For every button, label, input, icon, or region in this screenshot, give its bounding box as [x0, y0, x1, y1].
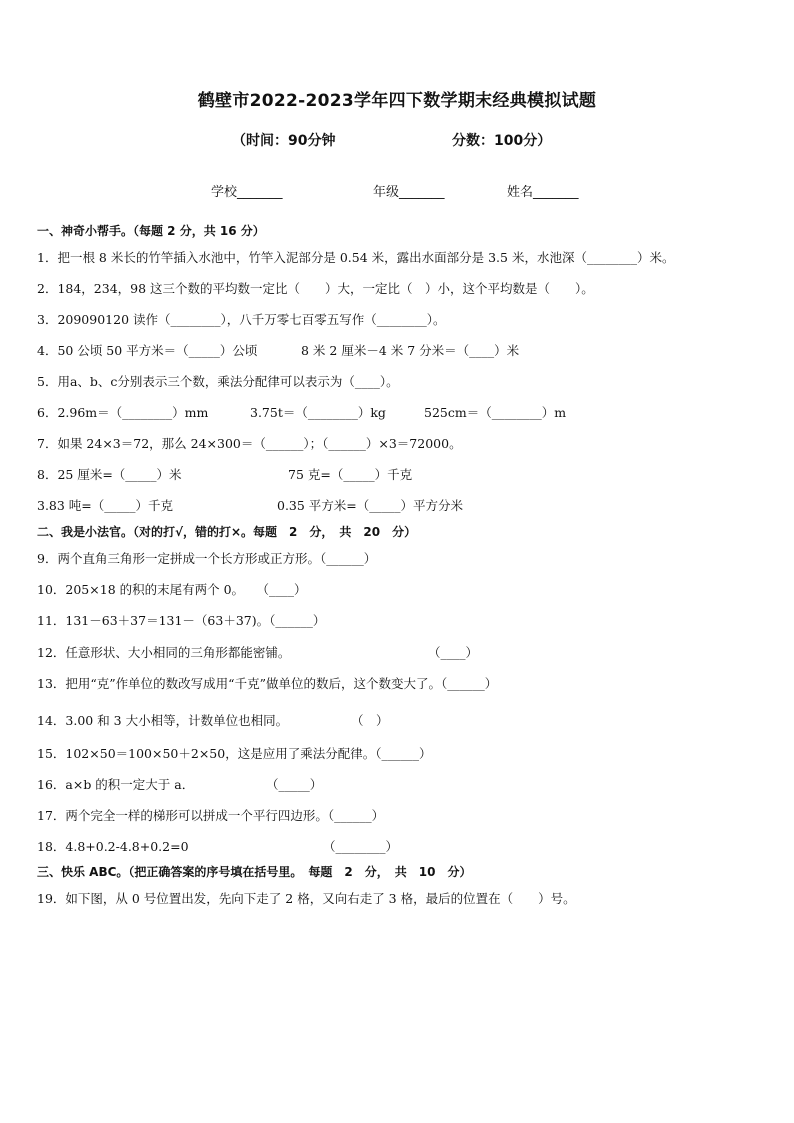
exam-time: （时间：90分钟 [232, 133, 336, 149]
question-14: 14．3.00 和 3 大小相等，计数单位也相同。 [37, 713, 289, 728]
question-1: 1．把一根 8 米长的竹竿插入水池中，竹竿入泥部分是 0.54 米，露出水面部分是 3.5 米，水池深（________）米。 [37, 250, 675, 265]
question-6-part-c: 525cm＝（________）m [424, 405, 567, 420]
question-13: 13．把用“克”作单位的数改写成用“千克”做单位的数后，这个数变大了。（______） [37, 676, 498, 691]
question-8-part-d: 0.35 平方米=（_____）平方分米 [277, 498, 464, 513]
grade-field: 年级_______ [373, 185, 445, 200]
question-12: 12．任意形状、大小相同的三角形都能密铺。 [37, 645, 291, 660]
question-10: 10．205×18 的积的末尾有两个 0。 （____） [37, 582, 307, 597]
question-7: 7．如果 24×3＝72，那么 24×300＝（______）；（______）×3＝72000。 [37, 436, 462, 451]
question-6-part-a: 6．2.96m＝（________）mm [37, 405, 209, 420]
question-16-answer-blank: （_____） [266, 777, 323, 792]
question-6-part-b: 3.75t＝（________）kg [250, 405, 386, 420]
question-2: 2．184，234，98 这三个数的平均数一定比（ ）大，一定比（ ）小，这个平均数是（ ）。 [37, 281, 594, 296]
question-17: 17．两个完全一样的梯形可以拼成一个平行四边形。（______） [37, 808, 385, 823]
question-5: 5．用a、b、c分别表示三个数，乘法分配律可以表示为（____）。 [37, 374, 399, 389]
school-field: 学校_______ [211, 185, 283, 200]
section-1-heading: 一、神奇小帮手。（每题 2 分，共 16 分） [37, 224, 265, 238]
question-8-part-a: 8．25 厘米=（_____）米 [37, 467, 182, 482]
question-19: 19．如下图，从 0 号位置出发，先向下走了 2 格，又向右走了 3 格，最后的位置在（ ）号。 [37, 891, 576, 906]
question-12-answer-blank: （____） [428, 645, 479, 660]
question-8-part-c: 3.83 吨=（_____）千克 [37, 498, 174, 513]
question-15: 15．102×50＝100×50＋2×50，这是应用了乘法分配律。（______） [37, 746, 432, 761]
exam-score: 分数：100分） [452, 133, 552, 149]
question-4-part-b: 8 米 2 厘米－4 米 7 分米＝（____）米 [301, 343, 520, 358]
name-field: 姓名_______ [507, 185, 579, 200]
section-2-heading: 二、我是小法官。（对的打√，错的打×。每题 2 分， 共 20 分） [37, 525, 417, 539]
question-4-part-a: 4．50 公顷 50 平方米＝（_____）公顷 [37, 343, 258, 358]
question-14-answer-blank: （ ） [351, 713, 389, 728]
question-3: 3．209090120 读作（________），八千万零七百零五写作（________）。 [37, 312, 446, 327]
question-11: 11．131－63＋37＝131－（63＋37)。（______） [37, 613, 326, 628]
question-16: 16．a×b 的积一定大于 a． [37, 777, 195, 792]
question-18-answer-blank: （________） [323, 839, 399, 854]
section-3-heading: 三、快乐 ABC。（把正确答案的序号填在括号里。 每题 2 分， 共 10 分） [37, 865, 472, 879]
question-9: 9．两个直角三角形一定拼成一个长方形或正方形。（______） [37, 551, 377, 566]
question-8-part-b: 75 克=（_____）千克 [288, 467, 413, 482]
exam-title: 鹤壁市2022-2023学年四下数学期末经典模拟试题 [197, 91, 597, 111]
question-18: 18．4.8+0.2-4.8+0.2=0 [37, 839, 189, 854]
